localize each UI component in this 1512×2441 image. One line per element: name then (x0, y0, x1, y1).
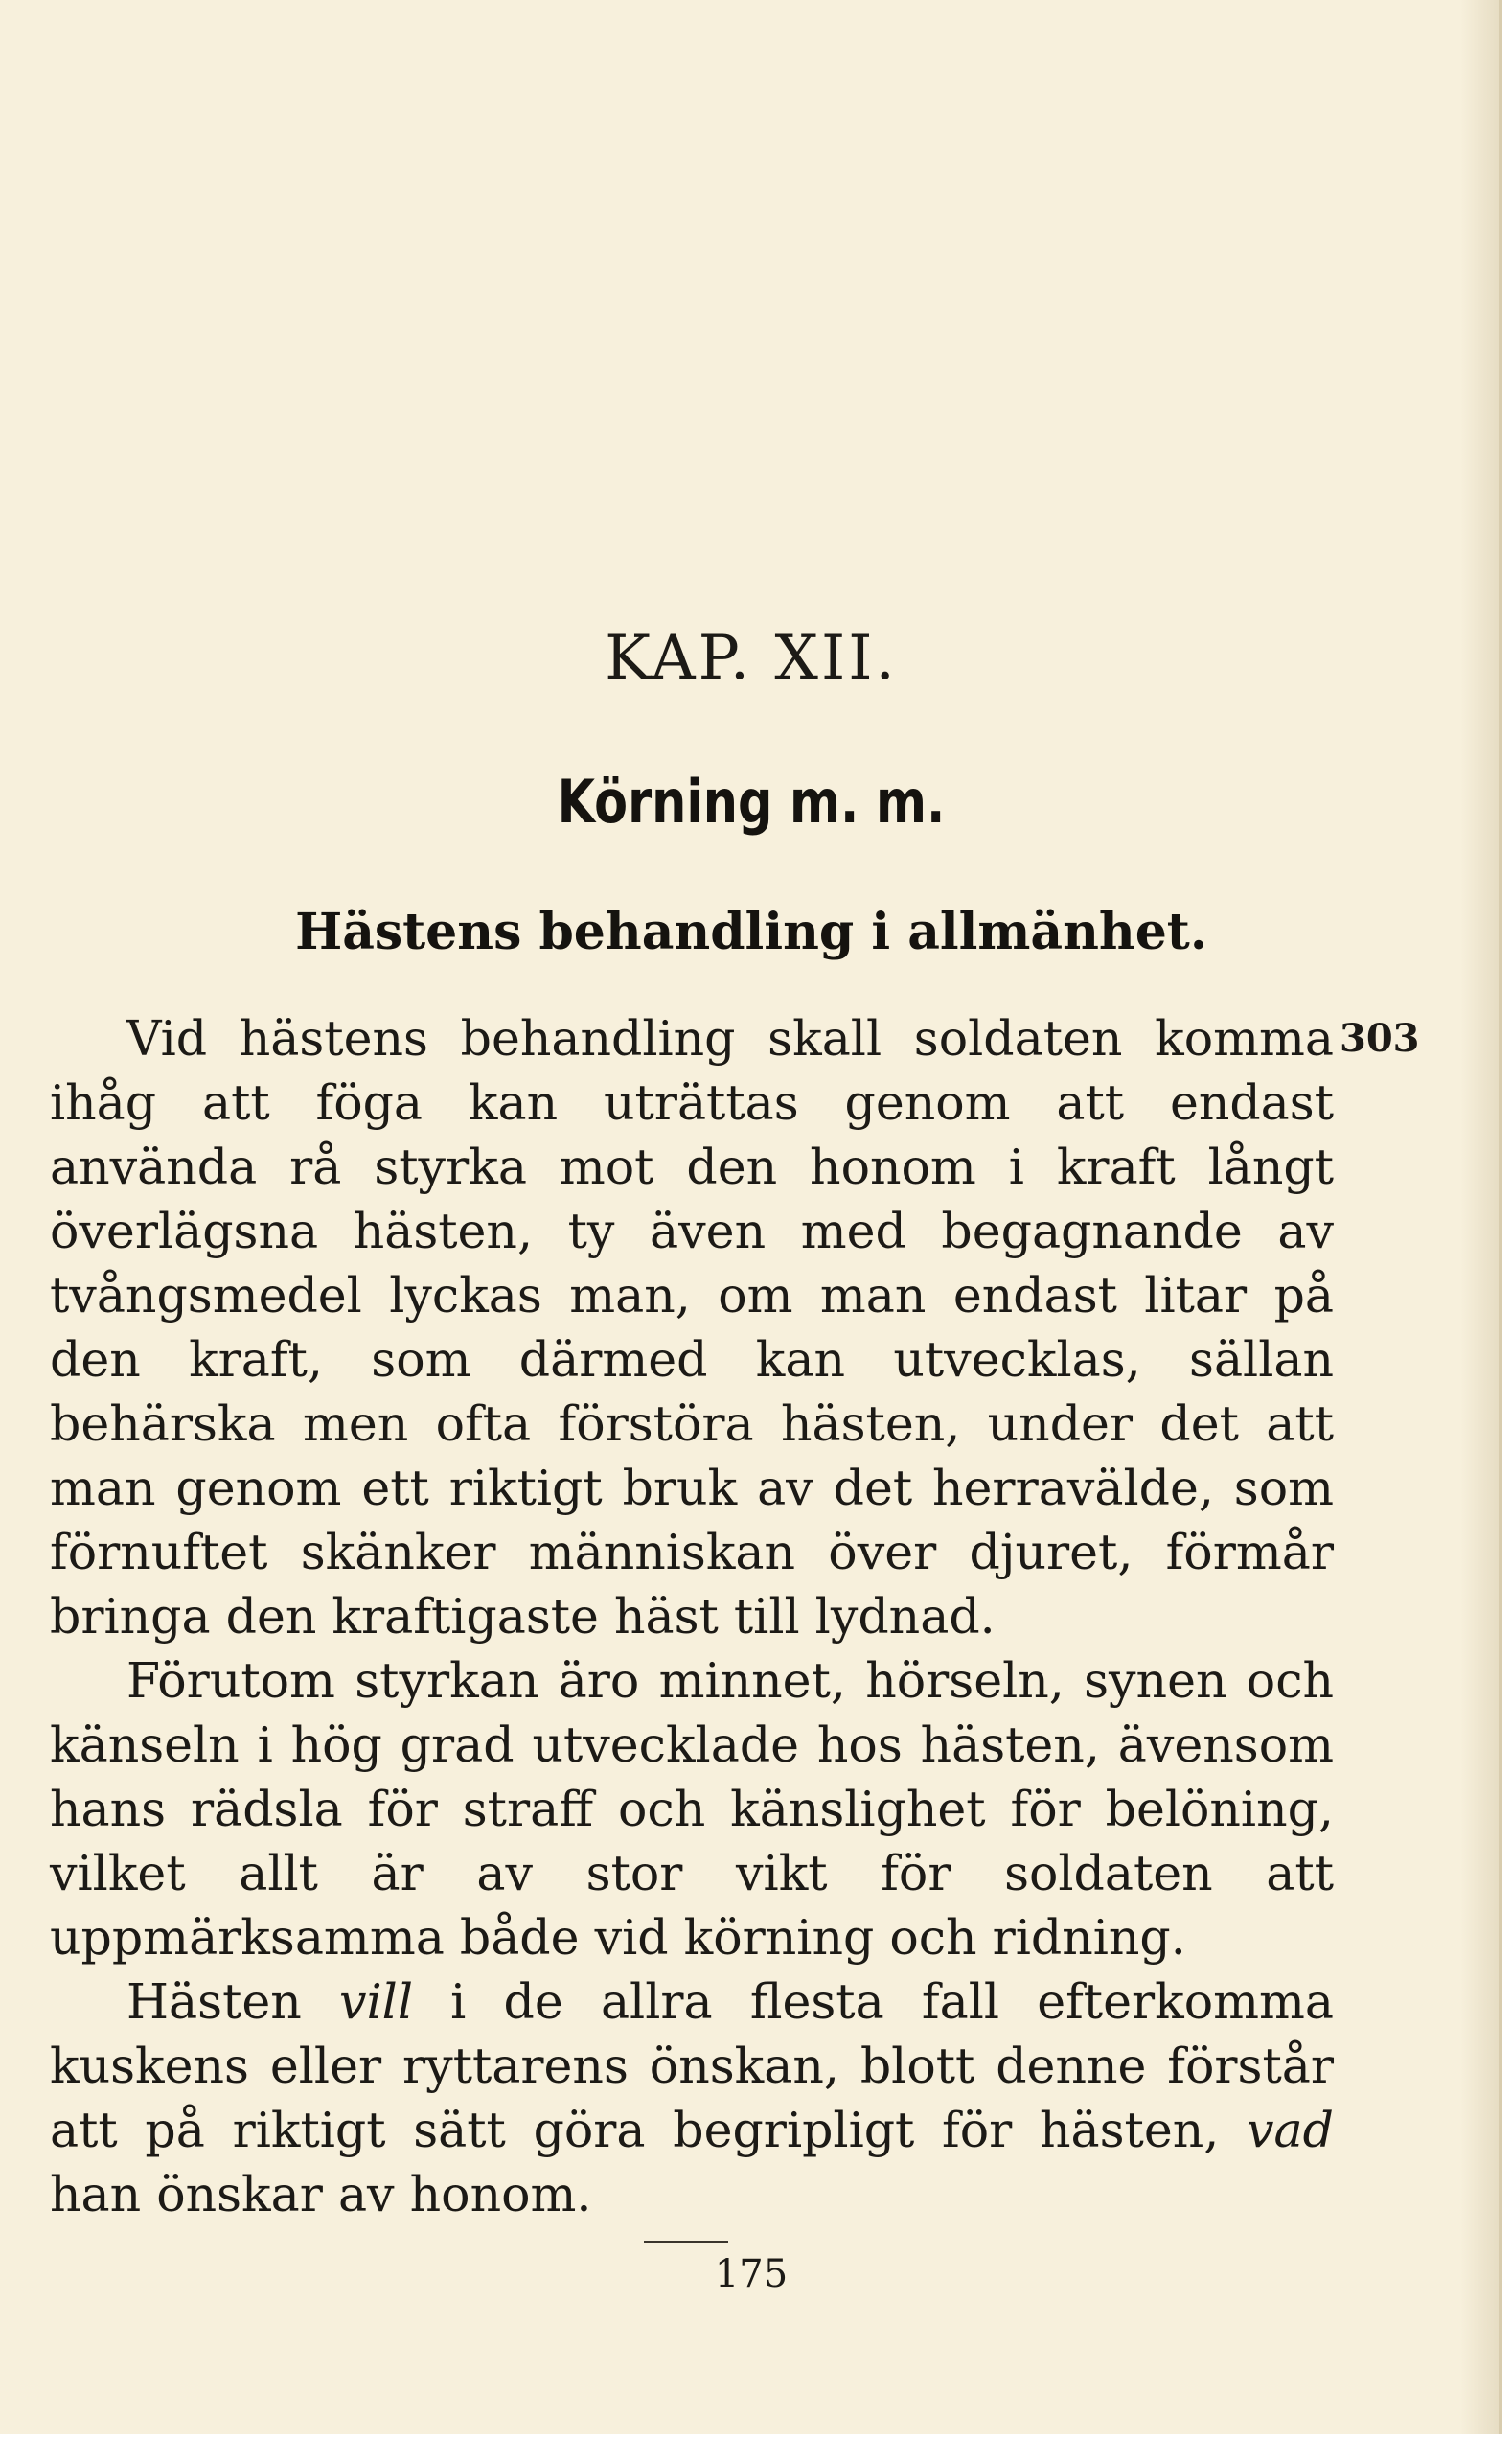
paragraph (50, 1969, 1334, 2226)
section-heading: Hästens behandling i allmänhet. (295, 903, 1207, 961)
text-span: Hästen (126, 1973, 339, 2030)
emphasis: vill (338, 1973, 413, 2030)
chapter-title: Körning m. m. (557, 767, 946, 837)
paragraph: Vid hästens behandling skall soldaten komma ihåg att föga kan uträttas genom att endast använda rå styrka mot den honom i kraft långt överlägsna hästen, ty även med begagnande av tvångsmedel lyckas man, om man endast litar på den kraft, som därmed kan utvecklas, sällan behärska men ofta förstöra hästen, under det att man genom ett riktigt bruk av det herravälde, som förnuftet skänker människan över djuret, förmår bringa den kraftigaste häst till lydnad. (50, 1010, 1334, 1645)
margin-paragraph-number: 303 (1340, 1016, 1420, 1061)
chapter-heading: KAP. XII. (605, 623, 898, 694)
paragraph: Förutom styrkan äro minnet, hörseln, synen och känseln i hög grad utvecklade hos hästen, ävensom hans rädsla för straff och känslighet för belöning, vilket allt är av stor vikt för soldaten att uppmärksamma både vid körning och ridning. (50, 1652, 1334, 1966)
emphasis: vad (1247, 2102, 1334, 2158)
body-text (50, 1006, 1334, 2226)
text-span: han önskar av honom. (50, 2166, 592, 2222)
page-edge-shadow (1460, 0, 1499, 2434)
page-number-rule (644, 2241, 728, 2243)
page-number: 175 (714, 2252, 789, 2296)
text-span: i de allra flesta fall efterkomma kuskens eller ryttarens önskan, blott denne förstår att på riktigt sätt göra begripligt för hästen, (50, 1973, 1334, 2158)
